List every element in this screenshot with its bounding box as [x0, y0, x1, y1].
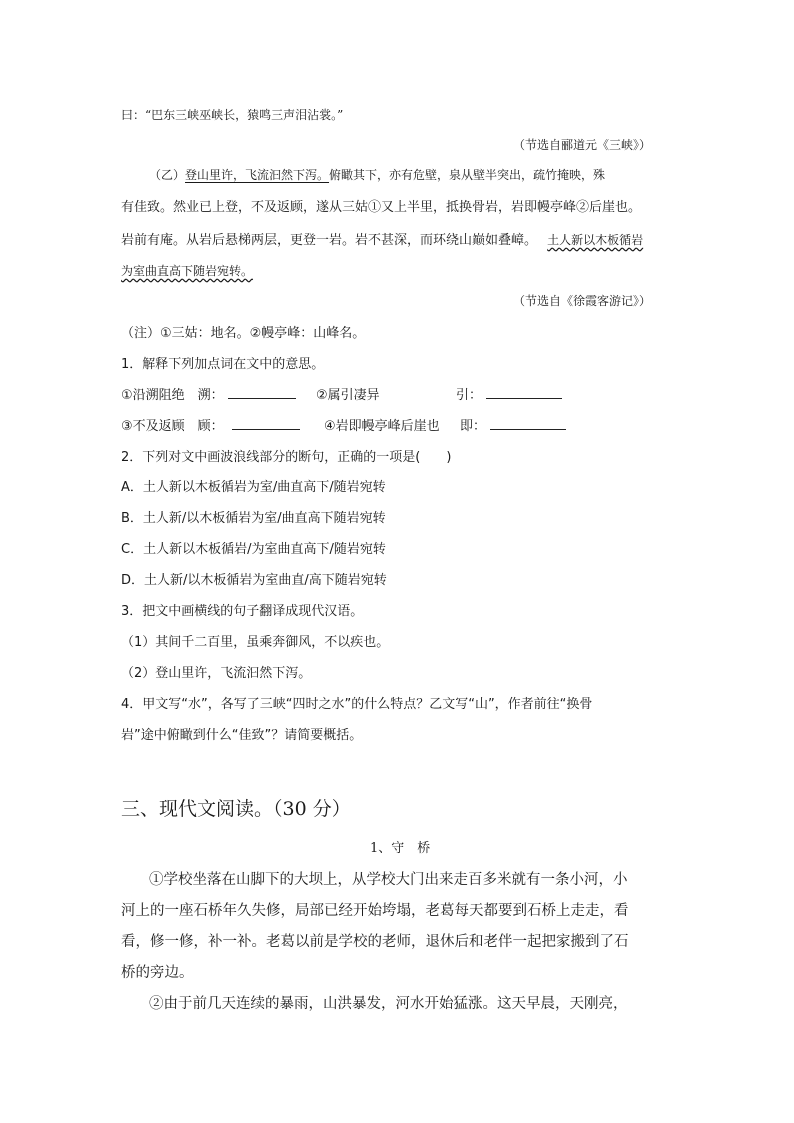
source-yi: （节选自《徐霞客游记》）	[513, 294, 652, 308]
yi-line-1	[149, 166, 605, 183]
q1-item-4-word: 即：	[460, 415, 566, 434]
q1-stem: 1．解释下列加点词在文中的意思。	[121, 357, 325, 372]
answer-blank-2[interactable]	[486, 388, 562, 399]
article-para-line-1: ①学校坐落在山脚下的大坝上，从学校大门出来走百多米就有一条小河，小	[149, 872, 628, 888]
yi-wavy-part-1: 土人新以木板循岩	[547, 233, 644, 247]
answer-blank-4[interactable]	[490, 419, 566, 430]
article-para-line-3: 看，修一修，补一补。老葛以前是学校的老师，退休后和老伴一起把家搬到了石	[121, 934, 629, 950]
answer-blank-3[interactable]	[232, 419, 300, 430]
q3-stem: 3．把文中画横线的句子翻译成现代汉语。	[121, 604, 364, 619]
article-para-line-5: ②由于前几天连续的暴雨，山洪暴发，河水开始猛涨。这天早晨，天刚亮，	[149, 996, 628, 1012]
q2-option-a[interactable]: A．土人新以木板循岩为室/曲直高下/随岩宛转	[121, 480, 386, 495]
q4-line-1: 4．甲文写“水”，各写了三峡“四时之水”的什么特点？乙文写“山”，作者前往“换骨	[121, 697, 593, 712]
yi-line-3-plain: 岩前有庵。从岩后悬梯两层，更登一岩。岩不甚深，而环绕山巅如叠嶂。	[121, 233, 538, 248]
yi-underlined-sentence: 登山里许，飞流汩然下泻。	[185, 168, 330, 182]
q1-row-2	[121, 415, 300, 434]
quote-line: 曰：“巴东三峡巫峡长，猿鸣三声泪沾裳。”	[121, 108, 344, 122]
q1-row-1	[121, 384, 296, 403]
article-para-line-2: 河上的一座石桥年久失修，局部已经开始垮塌，老葛每天都要到石桥上走走，看	[121, 903, 629, 919]
yi-line-2: 有佳致。然业已上登，不及返顾，遂从三姑①又上半里，抵换骨岩，岩即幔亭峰②后崖也。	[121, 200, 642, 215]
section-3-heading: 三、现代文阅读。（30 分）	[121, 798, 351, 820]
article-title: 1、守 桥	[370, 841, 431, 856]
q2-option-d[interactable]: D．土人新/以木板循岩为室曲直/高下随岩宛转	[121, 573, 387, 588]
article-para-line-4: 桥的旁边。	[121, 965, 194, 981]
yi-label: （乙）	[149, 168, 186, 182]
source-jia: （节选自郦道元《三峡》）	[513, 138, 652, 152]
q3-item-1: （1）其间千二百里，虽乘奔御风，不以疾也。	[121, 635, 390, 650]
yi-line-1-rest: 俯瞰其下，亦有危壁，泉从壁半突出，疏竹掩映，殊	[329, 168, 606, 182]
yi-wavy-part-2: 为室曲直高下随岩宛转。	[121, 264, 254, 278]
q1-item-4: ④岩即幔亭峰后崖也	[324, 419, 440, 434]
answer-blank-1[interactable]	[228, 388, 296, 399]
q3-item-2: （2）登山里许，飞流汩然下泻。	[121, 666, 312, 681]
q2-option-b[interactable]: B．土人新/以木板循岩为室/曲直高下随岩宛转	[121, 511, 386, 526]
q4-line-2: 岩”途中俯瞰到什么“佳致”？请简要概括。	[121, 728, 363, 743]
yi-line-3	[121, 229, 643, 248]
q2-stem: 2．下列对文中画波浪线部分的断句，正确的一项是( )	[121, 450, 452, 465]
q1-item-1: ①沿溯阻绝 溯：	[121, 388, 224, 403]
note: （注）①三姑：地名。②幔亭峰：山峰名。	[121, 326, 366, 341]
q1-item-3: ③不及返顾 顾：	[121, 419, 224, 434]
q2-option-c[interactable]: C．土人新以木板循岩/为室曲直高下/随岩宛转	[121, 542, 386, 557]
q1-item-2: ②属引凄异	[316, 388, 380, 403]
q1-item-2-word: 引：	[456, 384, 562, 403]
